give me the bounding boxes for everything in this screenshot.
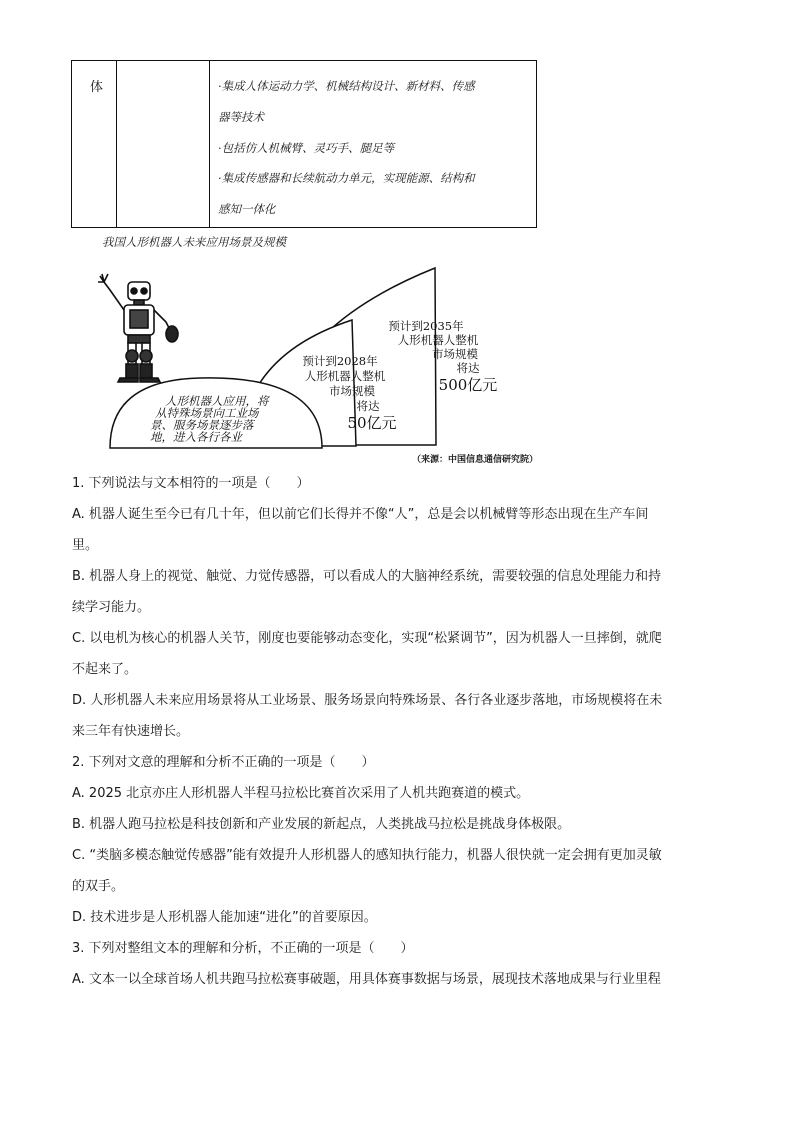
option-b: B. 机器人身上的视觉、触觉、力觉传感器，可以看成人的大脑神经系统，需要较强的信息处理能力和持: [72, 569, 662, 584]
table-cell-content: [218, 71, 534, 225]
figure-source: （来源：中国信息通信研究院）: [412, 455, 539, 465]
question-stem: 1. 下列说法与文本相符的一项是（ ）: [72, 476, 310, 491]
option-a: A. 机器人诞生至今已有几十年，但以前它们长得并不像“人”，总是会以机械臂等形态出现在生产车间: [72, 507, 649, 522]
option-b-cont: 续学习能力。: [72, 600, 151, 615]
outer-line: 人形机器人整机: [397, 333, 479, 347]
option-d: D. 人形机器人未来应用场景将从工业场景、服务场景向特殊场景、各行各业逐步落地，市场规模将在未: [72, 693, 663, 708]
inner-line: 地，进入各行各业: [150, 430, 242, 444]
outer-line: 将达: [456, 361, 480, 375]
middle-line: 人形机器人整机: [304, 369, 386, 383]
option-a: A. 2025 北京亦庄人形机器人半程马拉松比赛首次采用了人机共跑赛道的模式。: [72, 786, 530, 801]
middle-value: 50亿元: [347, 414, 397, 432]
option-c: C. “类脑多模态触觉传感器”能有效提升人形机器人的感知执行能力，机器人很快就一定会拥有更加灵敏: [72, 848, 662, 863]
outer-value: 500亿元: [438, 376, 498, 394]
option-c: C. 以电机为核心的机器人关节，刚度也要能够动态变化，实现“松紧调节”，因为机器人一旦摔倒，就爬: [72, 631, 662, 646]
middle-line: 市场规模: [329, 384, 375, 398]
middle-line: 预计到2028年: [302, 354, 378, 368]
figure-title: 我国人形机器人未来应用场景及规模: [102, 235, 286, 249]
table-line: ·集成人体运动力学、机械结构设计、新材料、传感: [218, 79, 475, 93]
option-d-cont: 来三年有快速增长。: [72, 724, 190, 739]
table-divider: [116, 61, 117, 227]
question-stem: 2. 下列对文意的理解和分析不正确的一项是（ ）: [72, 755, 375, 770]
table-line: ·包括仿人机械臂、灵巧手、腿足等: [218, 140, 395, 155]
robot-icon: [98, 274, 178, 382]
option-b: B. 机器人跑马拉松是科技创新和产业发展的新起点，人类挑战马拉松是挑战身体极限。: [72, 817, 571, 832]
question-stem: 3. 下列对整组文本的理解和分析，不正确的一项是（ ）: [72, 941, 414, 956]
market-scale-figure: [90, 260, 570, 470]
option-d: D. 技术进步是人形机器人能加速“进化”的首要原因。: [72, 910, 377, 925]
option-c-cont: 不起来了。: [72, 662, 138, 677]
table-row-label: 体: [90, 80, 104, 95]
inner-line: 景、服务场景逐步落: [150, 418, 254, 432]
feature-table: [71, 60, 537, 228]
table-line: ·集成传感器和长续航动力单元，实现能源、结构和: [218, 171, 475, 186]
outer-line: 市场规模: [432, 347, 478, 361]
question-block: [72, 468, 722, 995]
inner-line: 从特殊场景向工业场: [155, 406, 259, 420]
option-a: A. 文本一以全球首场人机共跑马拉松赛事破题，用具体赛事数据与场景，展现技术落地成果与行业里程: [72, 972, 661, 987]
outer-line: 预计到2035年: [388, 319, 464, 333]
option-c-cont: 的双手。: [72, 879, 125, 894]
option-a-cont: 里。: [72, 538, 99, 553]
inner-line: 人形机器人应用，将: [165, 394, 269, 408]
table-line: 感知一体化: [218, 202, 276, 217]
table-line: 器等技术: [218, 109, 264, 124]
table-divider: [209, 61, 210, 227]
middle-line: 将达: [356, 399, 380, 413]
